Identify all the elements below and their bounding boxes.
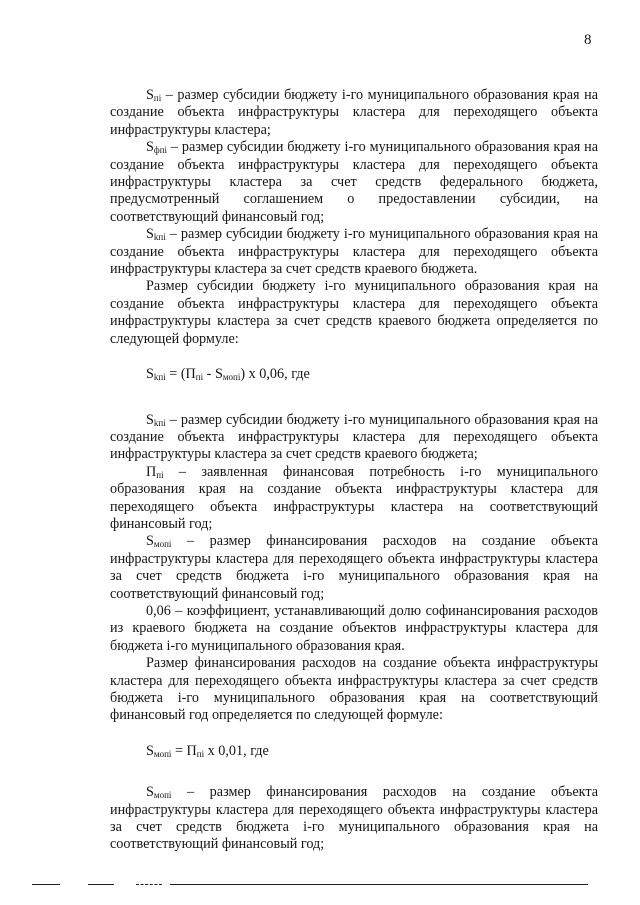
definition-s-kpi <box>110 226 598 278</box>
symbol: S <box>146 411 154 428</box>
footer-rule <box>88 884 114 885</box>
symbol-subscript: фпi <box>153 145 168 156</box>
definition-s-pi <box>110 87 598 139</box>
document-body <box>110 87 598 854</box>
formula-part: ) х 0,06, где <box>240 366 310 383</box>
formula-part: - S <box>203 366 223 383</box>
footer-rule <box>32 884 60 885</box>
formula-2 <box>110 743 598 760</box>
definition-text: – размер субсидии бюджету i-го муниципального образования края на создание объекта инфраструктуры кластера для переходящего объекта инфраструктуры кластера за счет средств федерального бюджета, предусмотренный соглашением о предоставлении субсидии, на соответствующий финансовый год; <box>110 139 598 225</box>
symbol: S <box>146 226 154 243</box>
symbol-subscript: пi <box>156 469 164 480</box>
formula-subscript: пi <box>195 372 204 383</box>
definition-text: – размер финансирования расходов на создание объекта инфраструктуры кластера для переходящего объекта инфраструктуры кластера за счет средств бюджета i-го муниципального образования края на соответствующий финансовый год; <box>110 533 598 602</box>
symbol: S <box>146 87 154 103</box>
definition-text: – размер финансирования расходов на создание объекта инфраструктуры кластера для переходящего объекта инфраструктуры кластера за счет средств бюджета i-го муниципального образования края на соответствующий финансовый год; <box>110 784 598 853</box>
formula-subscript: мопi <box>222 372 241 383</box>
definition-text: – заявленная финансовая потребность i-го муниципального образования края на создание объекта инфраструктуры кластера для переходящего объекта инфраструктуры кластера на соответствующий финансовый год; <box>110 463 598 532</box>
symbol: П <box>146 463 157 480</box>
symbol-subscript: kпi <box>153 232 166 243</box>
symbol-subscript: kпi <box>153 417 166 428</box>
definition-text: – размер субсидии бюджету i-го муниципального образования края на создание объекта инфраструктуры кластера для переходящего объекта инфраструктуры кластера за счет средств краевого бюджета; <box>110 411 598 463</box>
formula-subscript: мопi <box>153 748 172 759</box>
definition-text: – размер субсидии бюджету i-го муниципального образования края на создание объекта инфраструктуры кластера для переходящего объекта инфраструктуры кластера за счет средств краевого бюджета. <box>110 226 598 278</box>
formula-intro-2: Размер финансирования расходов на создание объекта инфраструктуры кластера для переходящего объекта инфраструктуры кластера за счет средств бюджета i-го муниципального образования края на соответствующий финансовый год определяется по следующей формуле: <box>110 655 598 724</box>
formula-subscript: пi <box>196 748 205 759</box>
definition-s-fpi <box>110 139 598 226</box>
formula-part: = П <box>171 742 197 759</box>
definition-coefficient: 0,06 – коэффициент, устанавливающий долю софинансирования расходов из краевого бюджета на создание объектов инфраструктуры кластера для бюджета i-го муниципального образования края. <box>110 602 598 654</box>
page-number: 8 <box>584 32 592 48</box>
formula-symbol: S <box>146 742 154 759</box>
definition-s-mopi-2 <box>110 784 598 854</box>
symbol-subscript: мопi <box>153 539 172 550</box>
footer-rule <box>136 884 162 885</box>
symbol-subscript: мопi <box>153 790 172 801</box>
formula-part: = (П <box>165 366 196 383</box>
symbol: S <box>146 139 154 156</box>
footer-rule <box>170 884 588 885</box>
formula-symbol: S <box>146 366 154 383</box>
formula-1 <box>110 366 598 383</box>
symbol: S <box>146 533 154 550</box>
formula-part: х 0,01, где <box>204 742 269 759</box>
definition-s-mopi <box>110 533 598 603</box>
formula-subscript: kпi <box>153 372 166 383</box>
definition-s-kpi-2 <box>110 412 598 464</box>
definition-text: – размер субсидии бюджету i-го муниципального образования края на создание объекта инфраструктуры кластера для переходящего объекта инфраструктуры кластера; <box>110 87 598 138</box>
formula-intro-1: Размер субсидии бюджету i-го муниципального образования края на создание объекта инфраструктуры кластера для переходящего объекта инфраструктуры кластера за счет средств краевого бюджета определяется по следующей формуле: <box>110 278 598 347</box>
symbol: S <box>146 784 154 801</box>
symbol-subscript: пi <box>153 93 162 103</box>
definition-p-pi <box>110 464 598 534</box>
